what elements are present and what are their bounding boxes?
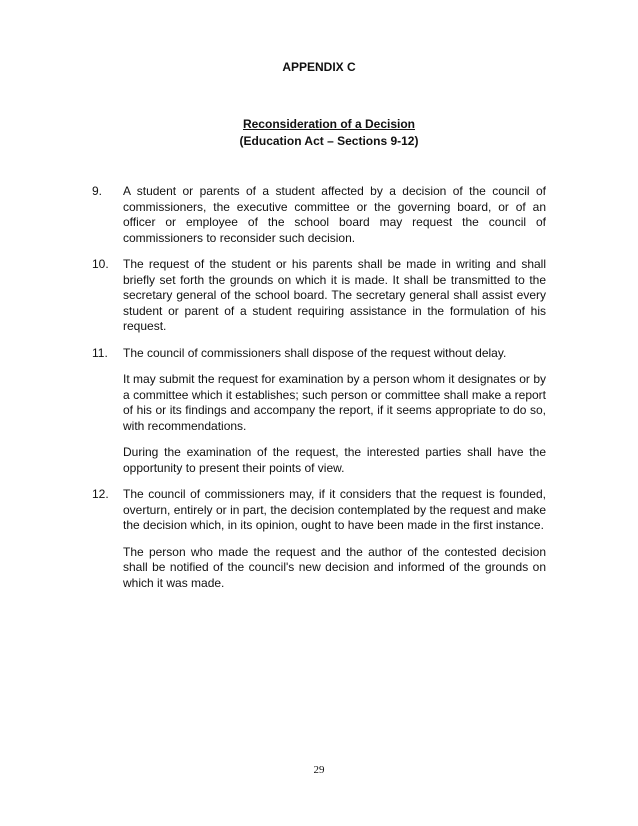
section-11 xyxy=(92,346,546,477)
paragraph: The request of the student or his parents shall be made in writing and shall briefly set forth the grounds on which it is made. It shall be transmitted to the secretary general of the school board. The secretary general shall assist every student or parent of a student requiring assistance in the formulation of his request. xyxy=(123,257,546,333)
heading-title: Reconsideration of a Decision xyxy=(242,117,416,131)
section-12 xyxy=(92,487,546,591)
section-number: 10. xyxy=(92,257,109,271)
section-10 xyxy=(92,257,546,335)
paragraph: It may submit the request for examination by a person whom it designates or by a committee which it establishes; such person or committee shall make a report of his or its findings and accompany the report, if it seems appropriate to do so, with recommendations. xyxy=(123,372,546,433)
heading-subtitle: (Education Act – Sections 9-12) xyxy=(239,134,419,148)
section-number: 12. xyxy=(92,487,109,501)
paragraph: The council of commissioners may, if it considers that the request is founded, overturn, entirely or in part, the decision contemplated by the request and make the decision which, in its opinion, ought to have been made in the first instance. xyxy=(123,487,546,532)
section-number: 11. xyxy=(92,345,108,360)
paragraph: A student or parents of a student affected by a decision of the council of commissioners, the executive committee or the governing board, or of an officer or employee of the school board may request the council of commissioners to reconsider such decision. xyxy=(123,184,546,245)
paragraph: The council of commissioners shall dispose of the request without delay. xyxy=(123,345,507,360)
appendix-title: APPENDIX C xyxy=(282,60,356,74)
paragraph: During the examination of the request, the interested parties shall have the opportunity to present their points of view. xyxy=(123,445,546,475)
section-9 xyxy=(92,184,546,246)
page-number: 29 xyxy=(313,764,325,776)
section-heading xyxy=(0,116,638,150)
document-body xyxy=(92,184,546,602)
paragraph: The person who made the request and the author of the contested decision shall be notified of the council's new decision and informed of the grounds on which it was made. xyxy=(123,544,546,590)
section-number: 9. xyxy=(92,184,103,198)
